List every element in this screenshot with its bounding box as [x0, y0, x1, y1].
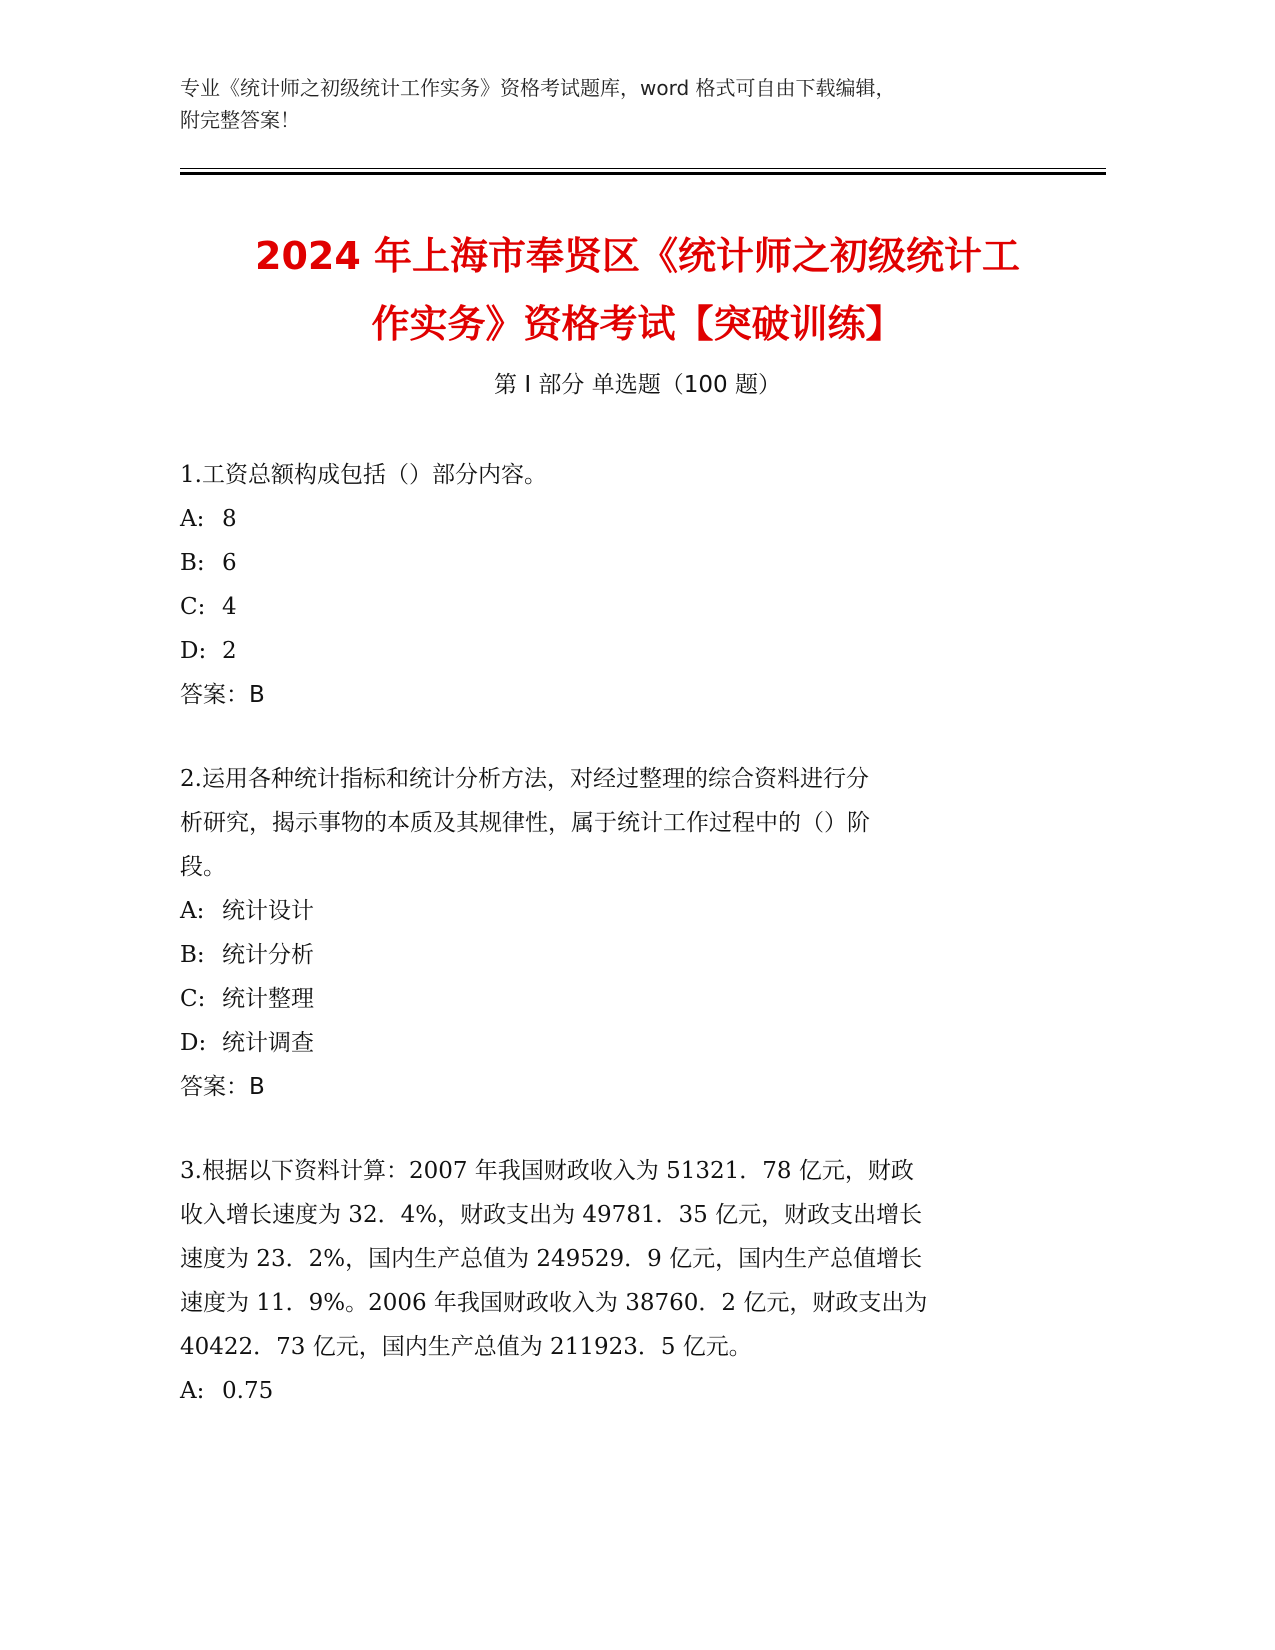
document-title: [150, 222, 1125, 358]
header-rule-thin: [180, 168, 1106, 169]
option-d: [180, 629, 1040, 673]
option-a: [180, 497, 1040, 541]
section-title: 第 I 部分 单选题（100 题）: [494, 372, 781, 398]
option-d: [180, 1021, 1040, 1065]
option-key: A:: [180, 1378, 205, 1404]
option-key: D:: [180, 1030, 207, 1056]
question-stem: 收入增长速度为 32．4%，财政支出为 49781．35 亿元，财政支出增长: [180, 1202, 923, 1228]
question-stem: 速度为 11．9%。2006 年我国财政收入为 38760．2 亿元，财政支出为: [180, 1290, 928, 1316]
question-stem: 速度为 23．2%，国内生产总值为 249529．9 亿元，国内生产总值增长: [180, 1246, 923, 1272]
option-key: A:: [180, 506, 205, 532]
option-c: [180, 977, 1040, 1021]
question-stem: 段。: [180, 854, 226, 880]
header-note-line: 附完整答案！: [180, 108, 300, 132]
header-note: [180, 72, 1060, 136]
question-stem: 40422．73 亿元，国内生产总值为 211923．5 亿元。: [180, 1334, 752, 1360]
answer-line: 答案：B: [180, 682, 265, 708]
option-key: A:: [180, 898, 205, 924]
question-stem: 2.运用各种统计指标和统计分析方法，对经过整理的综合资料进行分: [180, 766, 869, 792]
option-text: 6: [222, 550, 237, 576]
option-text: 0.75: [222, 1378, 274, 1404]
option-key: C:: [180, 594, 206, 620]
option-key: C:: [180, 986, 206, 1012]
option-text: 2: [222, 638, 237, 664]
answer-line: 答案：B: [180, 1074, 265, 1100]
document-title-line: 作实务》资格考试【突破训练】: [371, 302, 904, 346]
question-stem: 析研究，揭示事物的本质及其规律性，属于统计工作过程中的（）阶: [180, 810, 870, 836]
option-key: B:: [180, 550, 205, 576]
option-text: 统计设计: [222, 898, 314, 924]
option-a: [180, 889, 1040, 933]
document-title-line: 2024 年上海市奉贤区《统计师之初级统计工: [255, 234, 1020, 278]
question-stem: 3.根据以下资料计算：2007 年我国财政收入为 51321．78 亿元，财政: [180, 1158, 914, 1184]
option-text: 统计分析: [222, 942, 314, 968]
header-note-line: 专业《统计师之初级统计工作实务》资格考试题库，word 格式可自由下载编辑，: [180, 76, 896, 100]
question-3: [180, 1149, 1040, 1413]
option-text: 8: [222, 506, 237, 532]
option-c: [180, 585, 1040, 629]
option-text: 4: [222, 594, 237, 620]
option-text: 统计调查: [222, 1030, 314, 1056]
option-a: [180, 1369, 1040, 1413]
option-key: B:: [180, 942, 205, 968]
question-1: [180, 453, 1040, 717]
option-key: D:: [180, 638, 207, 664]
question-stem: 1.工资总额构成包括（）部分内容。: [180, 462, 547, 488]
option-text: 统计整理: [222, 986, 314, 1012]
question-2: [180, 757, 1040, 1109]
option-b: [180, 933, 1040, 977]
option-b: [180, 541, 1040, 585]
header-rule-thick: [180, 172, 1106, 175]
